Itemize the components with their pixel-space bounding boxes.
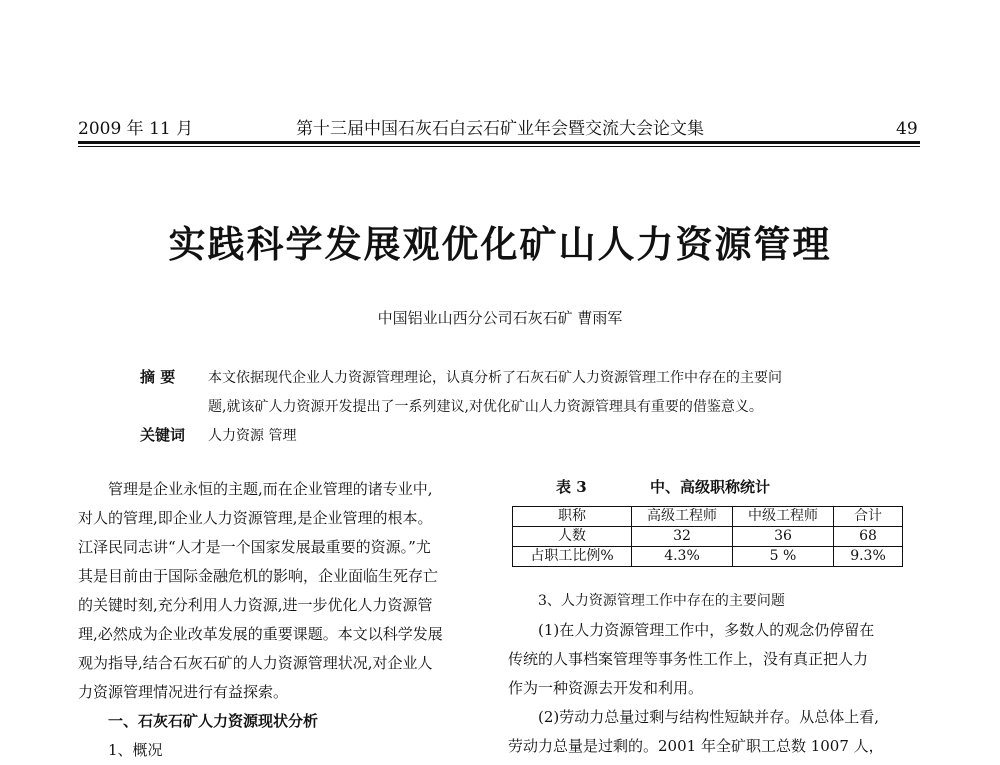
header-page-number: 49: [896, 119, 918, 139]
keywords-label: 关键词: [140, 426, 186, 444]
body-line: 江泽民同志讲“人才是一个国家发展最重要的资源。”尤: [78, 538, 431, 556]
table-caption-label: 表 3: [556, 478, 587, 496]
body-line: 传统的人事档案管理等事务性工作上，没有真正把人力: [508, 650, 869, 668]
left-column: [78, 475, 488, 765]
keywords-text: 人力资源 管理: [208, 428, 297, 444]
table-header-cell: 合计: [834, 507, 903, 527]
table-header-row: [513, 507, 903, 527]
body-line: 管理是企业永恒的主题,而在企业管理的诸专业中,: [108, 480, 433, 498]
subsection-heading: 1、概况: [108, 741, 163, 759]
header-rule-thick: [78, 141, 920, 144]
body-line: 其是目前由于国际金融危机的影响，企业面临生死存亡: [78, 567, 439, 585]
body-line: (1)在人力资源管理工作中，多数人的观念仍停留在: [538, 621, 875, 639]
table-row: [513, 527, 903, 547]
body-line: 力资源管理情况进行有益探索。: [78, 683, 289, 701]
abstract-line-2: 题,就该矿人力资源开发提出了一系列建议,对优化矿山人力资源管理具有重要的借鉴意义。: [208, 399, 763, 415]
table-header-cell: 高级工程师: [632, 507, 733, 527]
body-line: 作为一种资源去开发和利用。: [508, 679, 704, 697]
table-cell: 9.3%: [834, 547, 903, 567]
table-row: [513, 547, 903, 567]
body-line: (2)劳动力总量过剩与结构性短缺并存。从总体上看,: [538, 708, 880, 726]
table-cell: 占职工比例%: [513, 547, 632, 567]
title-statistics-table: [512, 506, 903, 567]
header-rule-thin: [78, 146, 920, 147]
section-heading: 一、石灰石矿人力资源现状分析: [108, 712, 319, 730]
table-header-cell: 中级工程师: [733, 507, 834, 527]
body-line: 观为指导,结合石灰石矿的人力资源管理状况,对企业人: [78, 654, 433, 672]
body-line: 理,必然成为企业改革发展的重要课题。本文以科学发展: [78, 625, 443, 643]
body-line: 的关键时刻,充分利用人力资源,进一步优化人力资源管: [78, 596, 433, 614]
table-caption-title: 中、高级职称统计: [650, 478, 771, 496]
table-cell: 36: [733, 527, 834, 547]
author-affiliation: 中国铝业山西分公司石灰石矿 曹雨军: [377, 309, 623, 327]
body-line: 劳动力总量是过剩的。2001 年全矿职工总数 1007 人，: [508, 737, 884, 755]
abstract-label: 摘 要: [140, 368, 176, 386]
paper-title: 实践科学发展观优化矿山人力资源管理: [168, 222, 832, 266]
table-cell: 32: [632, 527, 733, 547]
header-date: 2009 年 11 月: [78, 119, 194, 139]
header-proceedings-title: 第十三届中国石灰石白云石矿业年会暨交流大会论文集: [296, 119, 704, 139]
table-cell: 68: [834, 527, 903, 547]
table-header-cell: 职称: [513, 507, 632, 527]
right-column: [508, 587, 918, 761]
subsection-heading: 3、人力资源管理工作中存在的主要问题: [538, 593, 785, 609]
abstract-line-1: 本文依据现代企业人力资源管理理论，认真分析了石灰石矿人力资源管理工作中存在的主要问: [208, 370, 782, 386]
table-cell: 4.3%: [632, 547, 733, 567]
table-cell: 5 %: [733, 547, 834, 567]
table-cell: 人数: [513, 527, 632, 547]
body-line: 对人的管理,即企业人力资源管理,是企业管理的根本。: [78, 509, 433, 527]
